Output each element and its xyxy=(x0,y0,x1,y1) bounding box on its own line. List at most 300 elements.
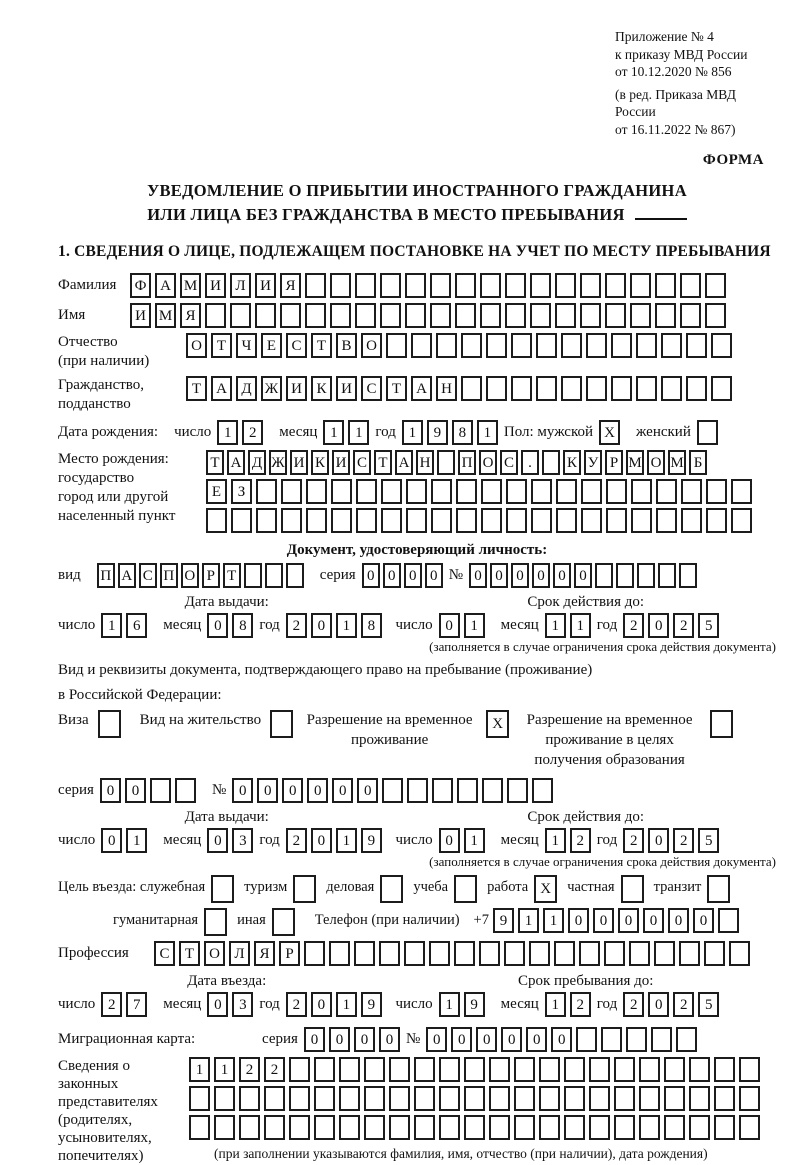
char-cell[interactable]: 0 xyxy=(332,778,353,803)
char-cell[interactable]: А xyxy=(227,450,245,475)
char-cell[interactable]: Р xyxy=(279,941,300,966)
char-cell[interactable] xyxy=(355,303,376,328)
char-cell[interactable] xyxy=(231,508,252,533)
char-cell[interactable] xyxy=(430,303,451,328)
char-cell[interactable]: 0 xyxy=(526,1027,547,1052)
char-cell[interactable]: 0 xyxy=(574,563,592,588)
char-cell[interactable] xyxy=(511,333,532,358)
char-cell[interactable] xyxy=(564,1057,585,1082)
char-cell[interactable]: 2 xyxy=(623,613,644,638)
char-cell[interactable] xyxy=(705,303,726,328)
char-cell[interactable] xyxy=(711,376,732,401)
char-cell[interactable]: 1 xyxy=(126,828,147,853)
char-cell[interactable] xyxy=(414,1115,435,1140)
char-cell[interactable] xyxy=(711,333,732,358)
char-cell[interactable] xyxy=(214,1086,235,1111)
char-cell[interactable] xyxy=(439,1057,460,1082)
char-cell[interactable] xyxy=(605,303,626,328)
char-cell[interactable] xyxy=(539,1057,560,1082)
char-cell[interactable]: О xyxy=(204,941,225,966)
char-cell[interactable]: Т xyxy=(179,941,200,966)
char-cell[interactable]: 0 xyxy=(693,908,714,933)
char-cell[interactable] xyxy=(280,303,301,328)
char-cell[interactable] xyxy=(464,1086,485,1111)
char-cell[interactable] xyxy=(729,941,750,966)
char-cell[interactable] xyxy=(211,875,234,903)
char-cell[interactable]: 9 xyxy=(427,420,448,445)
char-cell[interactable]: Е xyxy=(261,333,282,358)
char-cell[interactable] xyxy=(686,333,707,358)
char-cell[interactable] xyxy=(175,778,196,803)
char-cell[interactable]: И xyxy=(332,450,350,475)
char-cell[interactable] xyxy=(382,778,403,803)
char-cell[interactable]: Т xyxy=(386,376,407,401)
char-cell[interactable] xyxy=(589,1057,610,1082)
char-cell[interactable] xyxy=(621,875,644,903)
char-cell[interactable] xyxy=(689,1115,710,1140)
char-cell[interactable]: П xyxy=(97,563,115,588)
char-cell[interactable]: 0 xyxy=(101,828,122,853)
char-cell[interactable] xyxy=(707,875,730,903)
char-cell[interactable] xyxy=(556,508,577,533)
char-cell[interactable] xyxy=(330,273,351,298)
char-cell[interactable] xyxy=(504,941,525,966)
char-cell[interactable] xyxy=(411,333,432,358)
char-cell[interactable]: И xyxy=(336,376,357,401)
char-cell[interactable]: З xyxy=(231,479,252,504)
char-cell[interactable]: 0 xyxy=(354,1027,375,1052)
char-cell[interactable] xyxy=(364,1086,385,1111)
char-cell[interactable]: И xyxy=(290,450,308,475)
char-cell[interactable]: П xyxy=(160,563,178,588)
char-cell[interactable] xyxy=(651,1027,672,1052)
char-cell[interactable]: Н xyxy=(416,450,434,475)
char-cell[interactable]: X xyxy=(599,420,620,445)
char-cell[interactable] xyxy=(486,376,507,401)
char-cell[interactable]: 6 xyxy=(126,613,147,638)
char-cell[interactable] xyxy=(630,273,651,298)
char-cell[interactable] xyxy=(614,1086,635,1111)
char-cell[interactable] xyxy=(214,1115,235,1140)
char-cell[interactable]: 1 xyxy=(439,992,460,1017)
char-cell[interactable]: X xyxy=(486,710,509,738)
char-cell[interactable]: Ф xyxy=(130,273,151,298)
char-cell[interactable] xyxy=(626,1027,647,1052)
char-cell[interactable]: 0 xyxy=(643,908,664,933)
char-cell[interactable] xyxy=(264,1115,285,1140)
char-cell[interactable]: К xyxy=(311,450,329,475)
char-cell[interactable]: 1 xyxy=(189,1057,210,1082)
char-cell[interactable]: 0 xyxy=(469,563,487,588)
char-cell[interactable] xyxy=(514,1057,535,1082)
char-cell[interactable]: 2 xyxy=(623,992,644,1017)
char-cell[interactable]: 5 xyxy=(698,828,719,853)
char-cell[interactable]: 0 xyxy=(311,992,332,1017)
char-cell[interactable]: 2 xyxy=(286,992,307,1017)
char-cell[interactable]: 1 xyxy=(402,420,423,445)
char-cell[interactable]: 0 xyxy=(100,778,121,803)
char-cell[interactable] xyxy=(505,303,526,328)
char-cell[interactable] xyxy=(314,1057,335,1082)
char-cell[interactable]: 1 xyxy=(217,420,238,445)
char-cell[interactable] xyxy=(681,508,702,533)
char-cell[interactable]: 2 xyxy=(623,828,644,853)
char-cell[interactable]: Ж xyxy=(261,376,282,401)
char-cell[interactable] xyxy=(636,376,657,401)
char-cell[interactable]: 1 xyxy=(543,908,564,933)
char-cell[interactable] xyxy=(454,875,477,903)
char-cell[interactable]: М xyxy=(155,303,176,328)
char-cell[interactable] xyxy=(579,941,600,966)
char-cell[interactable] xyxy=(530,303,551,328)
char-cell[interactable] xyxy=(389,1057,410,1082)
char-cell[interactable]: 1 xyxy=(348,420,369,445)
char-cell[interactable] xyxy=(281,479,302,504)
char-cell[interactable] xyxy=(356,479,377,504)
char-cell[interactable] xyxy=(556,479,577,504)
char-cell[interactable] xyxy=(529,941,550,966)
char-cell[interactable] xyxy=(286,563,304,588)
char-cell[interactable]: П xyxy=(458,450,476,475)
char-cell[interactable]: 0 xyxy=(439,828,460,853)
char-cell[interactable]: Р xyxy=(202,563,220,588)
char-cell[interactable]: У xyxy=(584,450,602,475)
char-cell[interactable]: Т xyxy=(186,376,207,401)
char-cell[interactable] xyxy=(506,479,527,504)
char-cell[interactable] xyxy=(586,333,607,358)
char-cell[interactable]: 0 xyxy=(618,908,639,933)
char-cell[interactable] xyxy=(331,508,352,533)
char-cell[interactable] xyxy=(639,1115,660,1140)
char-cell[interactable]: 0 xyxy=(207,992,228,1017)
char-cell[interactable] xyxy=(405,303,426,328)
char-cell[interactable] xyxy=(150,778,171,803)
char-cell[interactable]: М xyxy=(180,273,201,298)
char-cell[interactable] xyxy=(561,376,582,401)
char-cell[interactable] xyxy=(189,1115,210,1140)
char-cell[interactable] xyxy=(661,333,682,358)
char-cell[interactable] xyxy=(305,273,326,298)
char-cell[interactable] xyxy=(506,508,527,533)
char-cell[interactable] xyxy=(714,1057,735,1082)
char-cell[interactable] xyxy=(679,941,700,966)
char-cell[interactable]: 2 xyxy=(673,992,694,1017)
char-cell[interactable] xyxy=(289,1115,310,1140)
char-cell[interactable] xyxy=(564,1086,585,1111)
char-cell[interactable] xyxy=(414,1086,435,1111)
char-cell[interactable]: 0 xyxy=(207,828,228,853)
char-cell[interactable] xyxy=(505,273,526,298)
char-cell[interactable] xyxy=(461,376,482,401)
char-cell[interactable] xyxy=(244,563,262,588)
char-cell[interactable]: Д xyxy=(236,376,257,401)
char-cell[interactable]: 2 xyxy=(242,420,263,445)
char-cell[interactable] xyxy=(407,778,428,803)
char-cell[interactable] xyxy=(536,333,557,358)
char-cell[interactable] xyxy=(639,1086,660,1111)
char-cell[interactable]: 5 xyxy=(698,613,719,638)
char-cell[interactable] xyxy=(589,1086,610,1111)
char-cell[interactable] xyxy=(514,1115,535,1140)
char-cell[interactable]: Д xyxy=(248,450,266,475)
char-cell[interactable] xyxy=(380,273,401,298)
char-cell[interactable]: 0 xyxy=(451,1027,472,1052)
char-cell[interactable]: О xyxy=(361,333,382,358)
char-cell[interactable]: Ч xyxy=(236,333,257,358)
char-cell[interactable]: 0 xyxy=(282,778,303,803)
char-cell[interactable]: 0 xyxy=(553,563,571,588)
char-cell[interactable] xyxy=(664,1057,685,1082)
char-cell[interactable] xyxy=(480,273,501,298)
char-cell[interactable] xyxy=(705,273,726,298)
char-cell[interactable] xyxy=(339,1086,360,1111)
char-cell[interactable] xyxy=(739,1057,760,1082)
char-cell[interactable] xyxy=(606,508,627,533)
char-cell[interactable] xyxy=(611,333,632,358)
char-cell[interactable]: 0 xyxy=(490,563,508,588)
char-cell[interactable]: Л xyxy=(230,273,251,298)
char-cell[interactable] xyxy=(455,273,476,298)
char-cell[interactable] xyxy=(205,303,226,328)
char-cell[interactable] xyxy=(564,1115,585,1140)
char-cell[interactable] xyxy=(601,1027,622,1052)
char-cell[interactable]: В xyxy=(336,333,357,358)
char-cell[interactable] xyxy=(581,508,602,533)
char-cell[interactable]: 0 xyxy=(311,828,332,853)
char-cell[interactable] xyxy=(364,1115,385,1140)
char-cell[interactable] xyxy=(486,333,507,358)
char-cell[interactable]: Т xyxy=(223,563,241,588)
char-cell[interactable] xyxy=(264,1086,285,1111)
char-cell[interactable] xyxy=(639,1057,660,1082)
char-cell[interactable] xyxy=(539,1115,560,1140)
char-cell[interactable] xyxy=(431,508,452,533)
char-cell[interactable]: 1 xyxy=(214,1057,235,1082)
char-cell[interactable] xyxy=(436,333,457,358)
char-cell[interactable]: 1 xyxy=(464,613,485,638)
char-cell[interactable]: С xyxy=(361,376,382,401)
char-cell[interactable] xyxy=(329,941,350,966)
char-cell[interactable]: 0 xyxy=(311,613,332,638)
char-cell[interactable] xyxy=(339,1057,360,1082)
char-cell[interactable] xyxy=(405,273,426,298)
char-cell[interactable] xyxy=(230,303,251,328)
char-cell[interactable]: 2 xyxy=(239,1057,260,1082)
char-cell[interactable]: 8 xyxy=(361,613,382,638)
char-cell[interactable] xyxy=(455,303,476,328)
char-cell[interactable]: Р xyxy=(605,450,623,475)
char-cell[interactable]: Б xyxy=(689,450,707,475)
char-cell[interactable] xyxy=(689,1086,710,1111)
char-cell[interactable] xyxy=(314,1115,335,1140)
char-cell[interactable]: С xyxy=(353,450,371,475)
char-cell[interactable]: 1 xyxy=(336,992,357,1017)
char-cell[interactable] xyxy=(255,303,276,328)
char-cell[interactable]: 0 xyxy=(648,992,669,1017)
char-cell[interactable] xyxy=(457,778,478,803)
char-cell[interactable]: А xyxy=(155,273,176,298)
char-cell[interactable] xyxy=(561,333,582,358)
char-cell[interactable] xyxy=(542,450,560,475)
char-cell[interactable]: К xyxy=(563,450,581,475)
char-cell[interactable] xyxy=(581,479,602,504)
char-cell[interactable] xyxy=(482,778,503,803)
char-cell[interactable]: 1 xyxy=(101,613,122,638)
char-cell[interactable]: X xyxy=(534,875,557,903)
char-cell[interactable] xyxy=(456,479,477,504)
char-cell[interactable] xyxy=(306,508,327,533)
char-cell[interactable]: Н xyxy=(436,376,457,401)
char-cell[interactable] xyxy=(239,1086,260,1111)
char-cell[interactable]: 0 xyxy=(404,563,422,588)
char-cell[interactable] xyxy=(404,941,425,966)
char-cell[interactable] xyxy=(461,333,482,358)
char-cell[interactable] xyxy=(656,508,677,533)
char-cell[interactable] xyxy=(714,1115,735,1140)
char-cell[interactable]: О xyxy=(181,563,199,588)
char-cell[interactable] xyxy=(631,508,652,533)
char-cell[interactable] xyxy=(630,303,651,328)
char-cell[interactable]: 0 xyxy=(232,778,253,803)
char-cell[interactable]: 1 xyxy=(570,613,591,638)
char-cell[interactable] xyxy=(706,479,727,504)
char-cell[interactable] xyxy=(356,508,377,533)
char-cell[interactable] xyxy=(686,376,707,401)
char-cell[interactable] xyxy=(355,273,376,298)
char-cell[interactable] xyxy=(270,710,293,738)
char-cell[interactable] xyxy=(710,710,733,738)
char-cell[interactable]: 0 xyxy=(476,1027,497,1052)
char-cell[interactable] xyxy=(576,1027,597,1052)
char-cell[interactable] xyxy=(281,508,302,533)
char-cell[interactable]: А xyxy=(211,376,232,401)
char-cell[interactable] xyxy=(680,273,701,298)
char-cell[interactable] xyxy=(739,1086,760,1111)
char-cell[interactable] xyxy=(511,376,532,401)
char-cell[interactable]: 3 xyxy=(232,828,253,853)
char-cell[interactable] xyxy=(586,376,607,401)
char-cell[interactable] xyxy=(531,508,552,533)
char-cell[interactable] xyxy=(704,941,725,966)
char-cell[interactable]: И xyxy=(286,376,307,401)
char-cell[interactable] xyxy=(536,376,557,401)
char-cell[interactable]: 9 xyxy=(361,828,382,853)
char-cell[interactable]: 0 xyxy=(307,778,328,803)
char-cell[interactable] xyxy=(386,333,407,358)
char-cell[interactable]: 2 xyxy=(673,613,694,638)
char-cell[interactable] xyxy=(489,1057,510,1082)
char-cell[interactable]: М xyxy=(668,450,686,475)
char-cell[interactable] xyxy=(706,508,727,533)
char-cell[interactable]: 0 xyxy=(426,1027,447,1052)
char-cell[interactable]: 2 xyxy=(570,828,591,853)
char-cell[interactable] xyxy=(655,273,676,298)
char-cell[interactable] xyxy=(664,1115,685,1140)
char-cell[interactable]: . xyxy=(521,450,539,475)
char-cell[interactable]: 0 xyxy=(379,1027,400,1052)
char-cell[interactable]: Т xyxy=(374,450,392,475)
char-cell[interactable]: 1 xyxy=(518,908,539,933)
char-cell[interactable]: 2 xyxy=(264,1057,285,1082)
char-cell[interactable] xyxy=(489,1086,510,1111)
char-cell[interactable]: 1 xyxy=(545,613,566,638)
char-cell[interactable] xyxy=(354,941,375,966)
char-cell[interactable] xyxy=(265,563,283,588)
char-cell[interactable]: О xyxy=(186,333,207,358)
char-cell[interactable]: С xyxy=(500,450,518,475)
char-cell[interactable] xyxy=(580,273,601,298)
char-cell[interactable] xyxy=(406,479,427,504)
char-cell[interactable]: Т xyxy=(206,450,224,475)
char-cell[interactable]: И xyxy=(205,273,226,298)
char-cell[interactable] xyxy=(655,303,676,328)
char-cell[interactable] xyxy=(305,303,326,328)
char-cell[interactable] xyxy=(339,1115,360,1140)
char-cell[interactable] xyxy=(98,710,121,738)
char-cell[interactable] xyxy=(380,875,403,903)
char-cell[interactable] xyxy=(681,479,702,504)
char-cell[interactable] xyxy=(379,941,400,966)
char-cell[interactable]: 0 xyxy=(501,1027,522,1052)
char-cell[interactable]: Ж xyxy=(269,450,287,475)
char-cell[interactable] xyxy=(480,303,501,328)
char-cell[interactable]: 2 xyxy=(286,613,307,638)
char-cell[interactable]: 0 xyxy=(551,1027,572,1052)
char-cell[interactable] xyxy=(697,420,718,445)
char-cell[interactable] xyxy=(539,1086,560,1111)
char-cell[interactable]: 0 xyxy=(329,1027,350,1052)
char-cell[interactable] xyxy=(654,941,675,966)
char-cell[interactable] xyxy=(611,376,632,401)
char-cell[interactable]: С xyxy=(154,941,175,966)
char-cell[interactable] xyxy=(464,1057,485,1082)
char-cell[interactable] xyxy=(532,778,553,803)
char-cell[interactable]: 0 xyxy=(425,563,443,588)
char-cell[interactable]: 0 xyxy=(439,613,460,638)
char-cell[interactable] xyxy=(661,376,682,401)
char-cell[interactable]: 0 xyxy=(207,613,228,638)
char-cell[interactable] xyxy=(256,508,277,533)
char-cell[interactable] xyxy=(481,508,502,533)
char-cell[interactable] xyxy=(514,1086,535,1111)
char-cell[interactable]: 2 xyxy=(101,992,122,1017)
char-cell[interactable] xyxy=(604,941,625,966)
char-cell[interactable]: 2 xyxy=(673,828,694,853)
char-cell[interactable]: 0 xyxy=(257,778,278,803)
char-cell[interactable]: 1 xyxy=(323,420,344,445)
char-cell[interactable] xyxy=(530,273,551,298)
char-cell[interactable] xyxy=(554,941,575,966)
char-cell[interactable]: 0 xyxy=(648,828,669,853)
char-cell[interactable] xyxy=(656,479,677,504)
char-cell[interactable]: 0 xyxy=(668,908,689,933)
char-cell[interactable] xyxy=(293,875,316,903)
char-cell[interactable]: М xyxy=(626,450,644,475)
char-cell[interactable] xyxy=(616,563,634,588)
char-cell[interactable] xyxy=(206,508,227,533)
char-cell[interactable] xyxy=(689,1057,710,1082)
char-cell[interactable]: 0 xyxy=(648,613,669,638)
char-cell[interactable]: Я xyxy=(180,303,201,328)
char-cell[interactable] xyxy=(256,479,277,504)
char-cell[interactable] xyxy=(658,563,676,588)
char-cell[interactable]: 9 xyxy=(493,908,514,933)
char-cell[interactable] xyxy=(489,1115,510,1140)
char-cell[interactable] xyxy=(595,563,613,588)
char-cell[interactable] xyxy=(430,273,451,298)
char-cell[interactable]: 0 xyxy=(304,1027,325,1052)
char-cell[interactable] xyxy=(731,508,752,533)
